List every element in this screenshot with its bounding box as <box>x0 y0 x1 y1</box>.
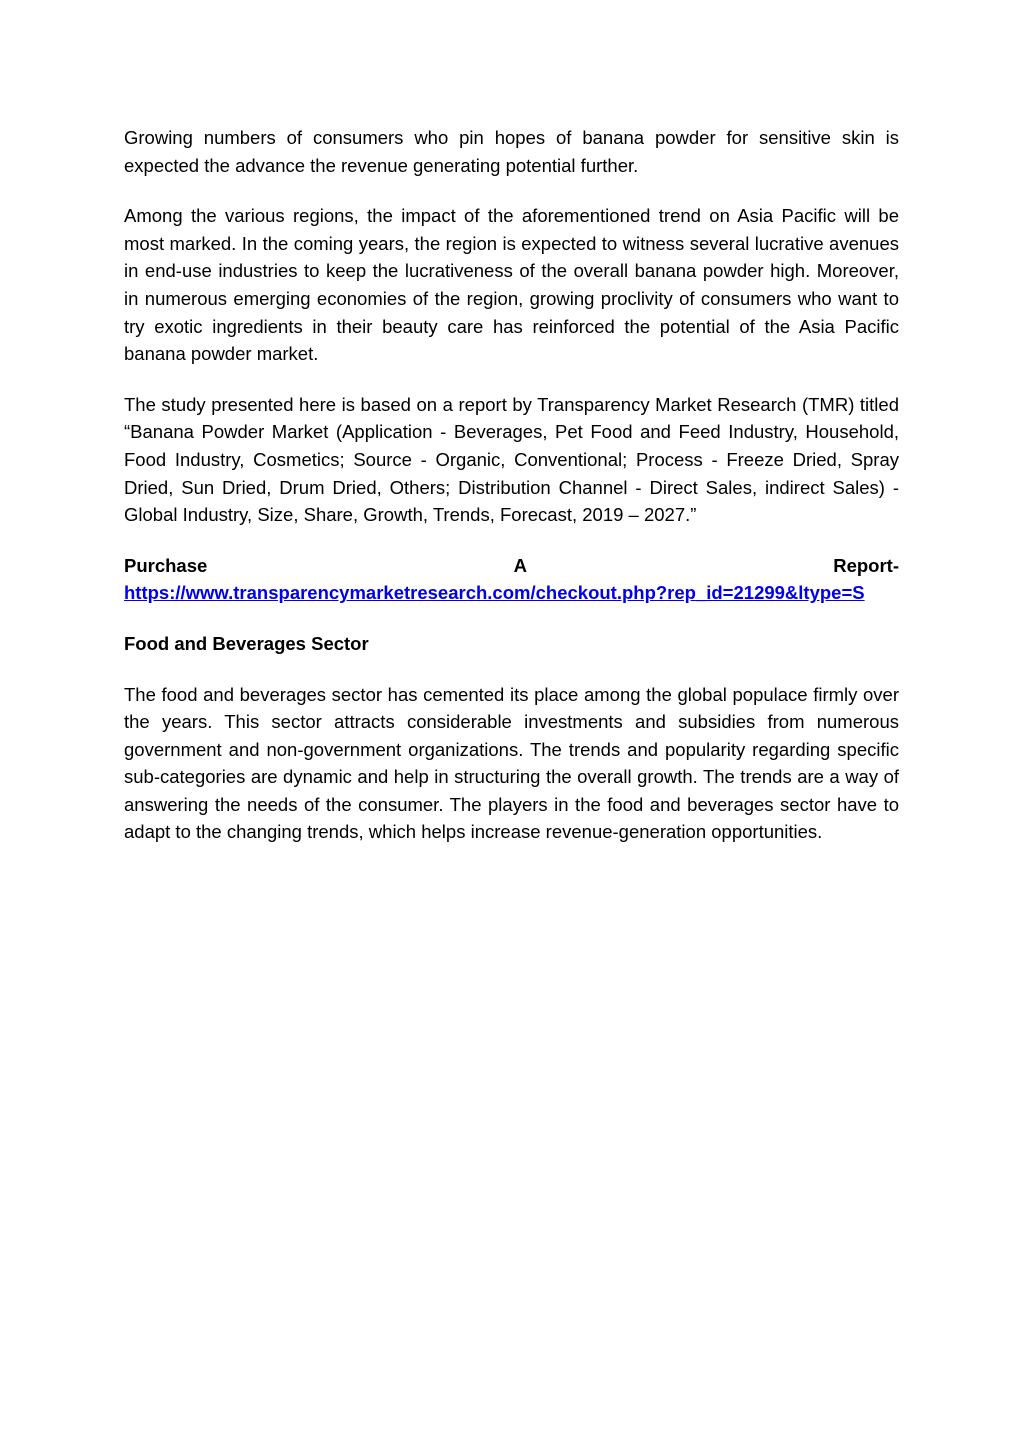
purchase-label-line <box>124 552 899 580</box>
purchase-report-link[interactable]: https://www.transparencymarketresearch.com/checkout.php?rep_id=21299&ltype=S <box>124 582 865 604</box>
purchase-article-word: A <box>513 554 527 576</box>
purchase-report-word: Report- <box>833 554 899 576</box>
section-heading-food-beverages: Food and Beverages Sector <box>124 632 369 654</box>
paragraph-study-report: The study presented here is based on a report by Transparency Market Research (TMR) titled “Banana Powder Market (Application - Beverages, Pet Food and Feed Industry, Household, Food Industry, Cosmetics; Source - Organic, Conventional; Process - Freeze Dried, Spray Dried, Sun Dried, Drum Dried, Others; Distribution Channel - Direct Sales, indirect Sales) - Global Industry, Size, Share, Growth, Trends, Forecast, 2019 – 2027.” <box>124 393 899 526</box>
purchase-report-block <box>124 552 899 607</box>
paragraph-food-beverages: The food and beverages sector has cemented its place among the global populace firmly over the years. This sector attracts considerable investments and subsidies from numerous government and non-government organizations. The trends and popularity regarding specific sub-categories are dynamic and help in structuring the overall growth. The trends are a way of answering the needs of the consumer. The players in the food and beverages sector have to adapt to the changing trends, which helps increase revenue-generation opportunities. <box>124 683 899 843</box>
paragraph-skin-care: Growing numbers of consumers who pin hopes of banana powder for sensitive skin is expected the advance the revenue generating potential further. <box>124 127 899 176</box>
document-page <box>124 124 899 869</box>
purchase-word: Purchase <box>124 554 208 576</box>
paragraph-asia-pacific: Among the various regions, the impact of the aforementioned trend on Asia Pacific will be most marked. In the coming years, the region is expected to witness several lucrative avenues in end-use industries to keep the lucrativeness of the overall banana powder high. Moreover, in numerous emerging economies of the region, growing proclivity of consumers who want to try exotic ingredients in their beauty care has reinforced the potential of the Asia Pacific banana powder market. <box>124 205 899 365</box>
